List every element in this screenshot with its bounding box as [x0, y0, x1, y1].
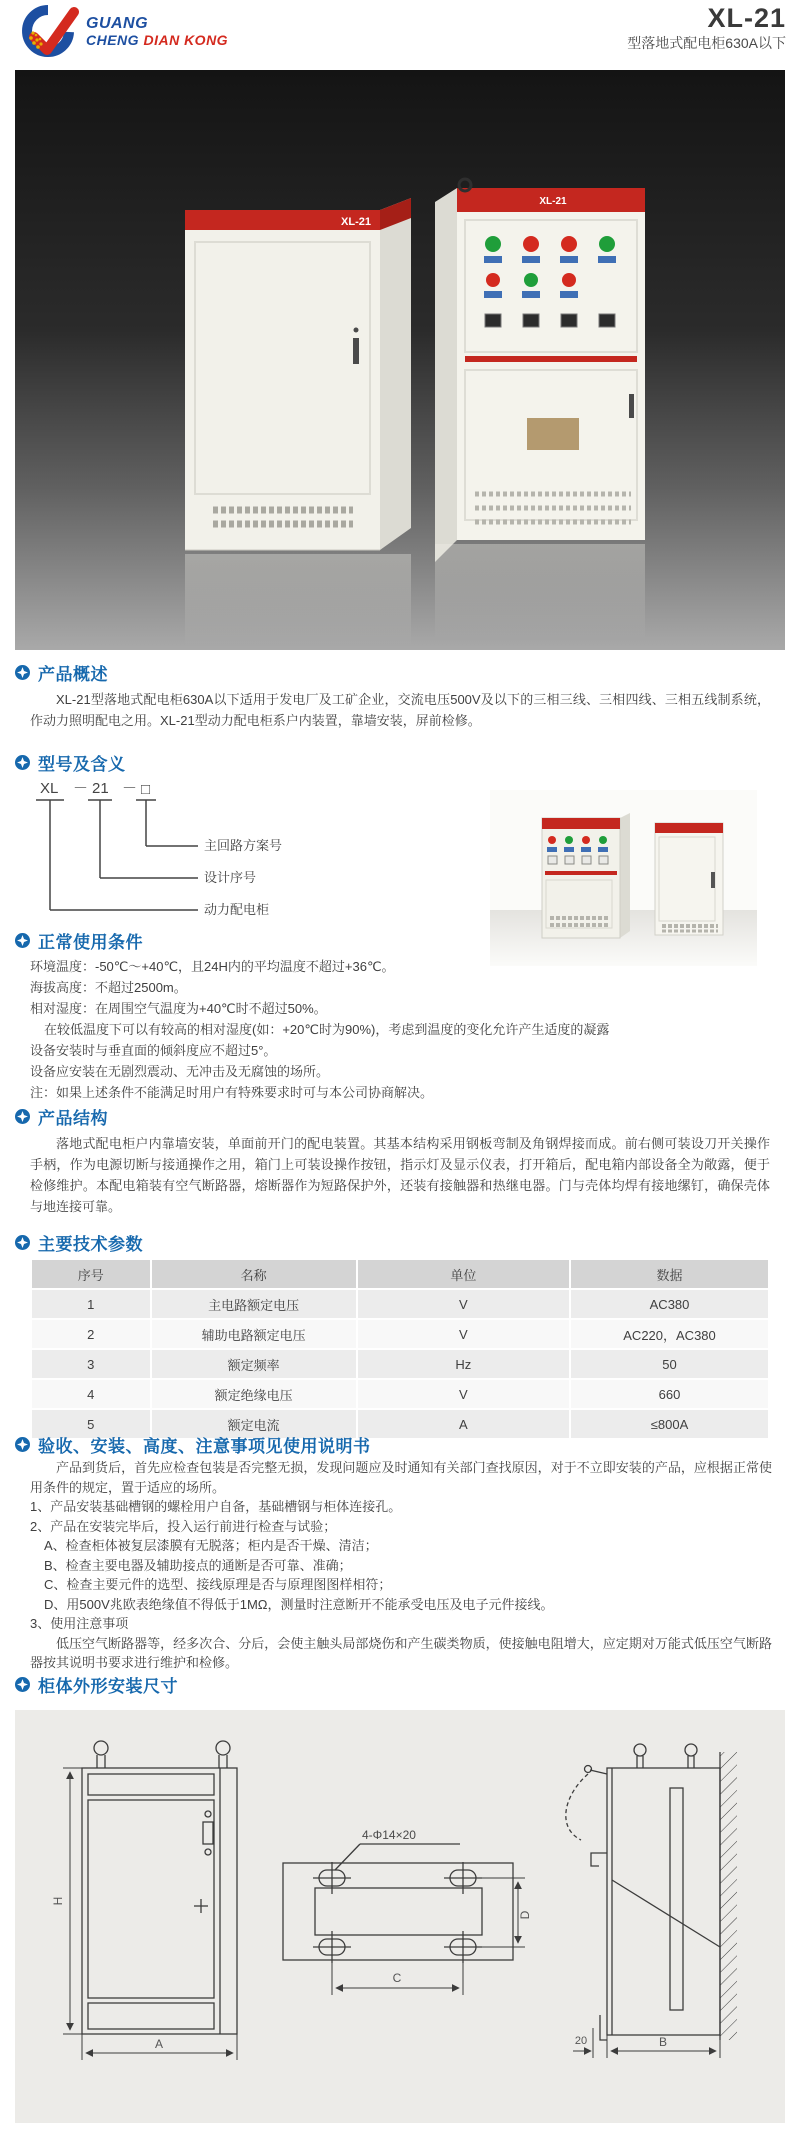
dim-label-h: H — [51, 1896, 65, 1906]
table-row — [32, 1290, 768, 1318]
dim-label-d: D — [518, 1910, 532, 1920]
parameters-table — [30, 1258, 770, 1440]
section-conditions — [15, 930, 785, 1103]
section-title: 正常使用条件 — [38, 932, 143, 952]
logo-text — [86, 16, 228, 47]
dim-label-b: B — [658, 2035, 668, 2049]
dim-label-a: A — [154, 2037, 164, 2051]
cell: Hz — [358, 1350, 569, 1378]
col-header-name: 名称 — [152, 1260, 356, 1288]
acceptance-paragraph: B、检查主要电器及辅助接点的通断是否可靠、准确； — [44, 1557, 352, 1573]
cell: 2 — [32, 1320, 150, 1348]
header-title-block — [627, 4, 786, 53]
section-heading — [15, 1232, 785, 1252]
section-model-meaning — [15, 752, 785, 930]
cell: 主电路额定电压 — [152, 1290, 356, 1318]
condition-line: 注：如果上述条件不能满足时用户有特殊要求时可与本公司协商解决。 — [30, 1085, 434, 1100]
hero-left-cabinet-label: XL-21 — [341, 216, 371, 228]
section-heading — [15, 1434, 785, 1454]
cell: 额定电流 — [152, 1410, 356, 1438]
code-label-power: 动力配电柜 — [204, 902, 270, 917]
section-heading — [15, 662, 785, 682]
code-dash: － — [73, 780, 89, 797]
acceptance-paragraph: D、用500V兆欧表绝缘值不得低于1MΩ，测量时注意断开不能承受电压及电子元件接线。 — [44, 1596, 554, 1612]
hero-left-cabinet — [185, 198, 411, 646]
section-icon — [15, 933, 30, 948]
cell: 5 — [32, 1410, 150, 1438]
acceptance-paragraph: 3、使用注意事项 — [30, 1616, 129, 1631]
cell: 660 — [571, 1380, 768, 1408]
section-title: 产品概述 — [38, 664, 108, 684]
front-view — [82, 1741, 237, 2034]
col-header-unit: 单位 — [358, 1260, 569, 1288]
cell: 50 — [571, 1350, 768, 1378]
acceptance-paragraph: A、检查柜体被复层漆膜有无脱落；柜内是否干燥、清洁； — [44, 1538, 378, 1553]
base-plan-dims — [332, 1878, 525, 1995]
cell: 额定绝缘电压 — [152, 1380, 356, 1408]
section-icon — [15, 755, 30, 770]
logo-word-guang: GUANG — [86, 15, 149, 33]
mini-right-cabinet — [655, 823, 723, 935]
hero-product-image — [15, 70, 785, 650]
section-icon — [15, 665, 30, 680]
condition-line: 设备应安装在无剧烈震动、无冲击及无腐蚀的场所。 — [30, 1064, 330, 1079]
product-subtitle: 型落地式配电柜630A以下 — [627, 35, 786, 51]
side-view — [566, 1744, 737, 2040]
code-label-design: 设计序号 — [204, 870, 257, 885]
code-box: □ — [141, 781, 151, 798]
logo-icon — [18, 5, 80, 59]
hero-right-cabinet — [435, 179, 645, 640]
model-code-diagram — [30, 778, 470, 928]
cell: V — [358, 1380, 569, 1408]
col-header-data: 数据 — [571, 1260, 768, 1288]
section-acceptance — [15, 1434, 785, 1673]
cell: ≤800A — [571, 1410, 768, 1438]
cell: 额定频率 — [152, 1350, 356, 1378]
cell: 1 — [32, 1290, 150, 1318]
acceptance-paragraph: 2、产品在安装完毕后，投入运行前进行检查与试验； — [30, 1518, 337, 1534]
table-header-row — [32, 1260, 768, 1288]
acceptance-paragraph: 低压空气断路器等，经多次合、分后，会使主触头局部烧伤和产生碳类物质，使接触电阻增大，应定期对万能式低压空气断路器按其说明书要求进行维护和检修。 — [30, 1635, 772, 1670]
company-logo — [18, 5, 228, 59]
section-icon — [15, 1235, 30, 1250]
section-heading — [15, 1674, 785, 1694]
condition-line: 相对湿度：在周围空气温度为+40℃时不超过50%。 — [30, 1001, 327, 1016]
section-dimensions — [15, 1674, 785, 2123]
dim-label-c: C — [392, 1971, 402, 1985]
dim-label-holes: 4-Φ14×20 — [362, 1828, 416, 1842]
section-overview — [15, 662, 785, 731]
product-model: XL-21 — [707, 3, 786, 33]
structure-body: 落地式配电柜户内靠墙安装，单面前开门的配电装置。其基本结构采用钢板弯制及角钢焊接而成。前右侧可装设刀开关操作手柄，作为电源切断与接通操作之用，箱门上可装设操作按钮，指示灯及显示仪表，打开箱后，配电箱内部设备全为敞露，便于检修维护。本配电箱装有空气断路器，熔断器作为短路保护外，还装有接触器和热继电器。门与壳体均焊有接地缧钉，确保壳体与地连接可靠。 — [30, 1136, 770, 1214]
section-title: 柜体外形安装尺寸 — [38, 1676, 178, 1696]
section-parameters — [15, 1232, 785, 1440]
code-label-scheme: 主回路方案号 — [204, 838, 283, 853]
cell: AC220，AC380 — [571, 1320, 768, 1348]
dim-label-gap: 20 — [574, 2035, 588, 2047]
cell: A — [358, 1410, 569, 1438]
hero-illustration — [15, 70, 785, 650]
logo-word-cheng: CHENG — [86, 32, 140, 49]
section-icon — [15, 1109, 30, 1124]
section-title: 主要技术参数 — [38, 1234, 143, 1254]
acceptance-text — [30, 1458, 772, 1673]
cell: AC380 — [571, 1290, 768, 1318]
overview-body: XL-21型落地式配电柜630A以下适用于发电厂及工矿企业，交流电压500V及以下的三相三线、三相四线、三相五线制系统，作动力照明配电之用。XL-21型动力配电柜系户内装置，靠墙安装，屏前检修。 — [30, 692, 770, 728]
section-icon — [15, 1677, 30, 1692]
section-heading — [15, 1106, 785, 1126]
section-structure — [15, 1106, 785, 1217]
base-plan — [283, 1844, 513, 1963]
condition-line: 设备安装时与垂直面的倾斜度应不超过5°。 — [30, 1043, 277, 1058]
code-xl: XL — [40, 780, 59, 797]
table-row — [32, 1380, 768, 1408]
section-heading — [15, 930, 785, 950]
acceptance-paragraph: C、检查主要元件的选型、接线原理是否与原理图图样相符； — [44, 1577, 392, 1592]
condition-line: 环境温度：-50℃～+40℃，且24H内的平均温度不超过+36℃。 — [30, 959, 395, 974]
code-num: 21 — [92, 780, 109, 797]
section-title: 型号及含义 — [38, 754, 126, 774]
hero-right-cabinet-label: XL-21 — [539, 196, 567, 207]
condition-line: 海拔高度：不超过2500m。 — [30, 980, 187, 995]
table-row — [32, 1320, 768, 1348]
section-title: 验收、安装、高度、注意事项见使用说明书 — [38, 1436, 371, 1456]
table-row — [32, 1350, 768, 1378]
code-dash2: － — [122, 780, 138, 797]
mini-left-cabinet — [542, 813, 630, 938]
acceptance-paragraph: 产品到货后，首先应检查包装是否完整无损，发现问题应及时通知有关部门查找原因，对于不立即安装的产品，应根据正常使用条件的规定，置于适应的场所。 — [30, 1460, 772, 1495]
name-plate — [527, 418, 579, 450]
cell: 3 — [32, 1350, 150, 1378]
acceptance-paragraph: 1、产品安装基础槽钢的螺栓用户自备，基础槽钢与柜体连接孔。 — [30, 1499, 402, 1514]
conditions-list — [30, 956, 785, 1103]
cell: V — [358, 1320, 569, 1348]
dimension-drawing-box — [15, 1710, 785, 2123]
cell: 辅助电路额定电压 — [152, 1320, 356, 1348]
side-view-dims — [573, 2028, 720, 2058]
section-heading — [15, 752, 785, 772]
col-header-index: 序号 — [32, 1260, 150, 1288]
header — [0, 0, 800, 64]
cell: V — [358, 1290, 569, 1318]
logo-word-cheng-diankong — [86, 33, 228, 48]
dimension-drawing — [15, 1710, 785, 2123]
logo-word-diankong: DIAN KONG — [143, 32, 229, 49]
condition-line: 在较低温度下可以有较高的相对湿度(如：+20℃时为90%)，考虑到温度的变化允许产生适度的凝露 — [44, 1022, 610, 1037]
cell: 4 — [32, 1380, 150, 1408]
section-title: 产品结构 — [38, 1108, 108, 1128]
section-icon — [15, 1437, 30, 1452]
